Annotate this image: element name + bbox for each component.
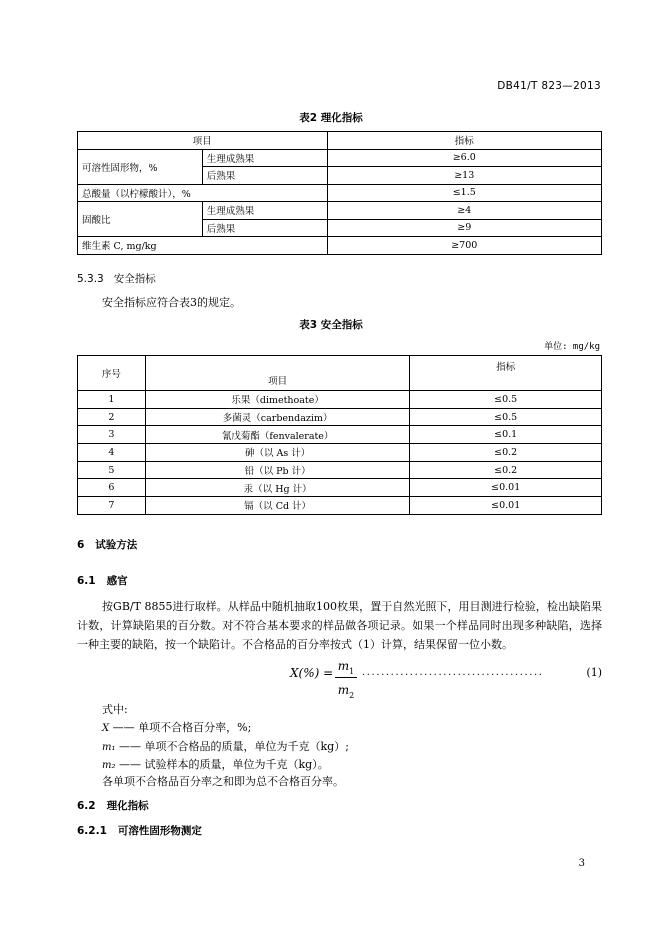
page-number: 3 xyxy=(578,858,585,869)
where-item xyxy=(102,737,349,757)
table-cell: ≥13 xyxy=(327,167,601,185)
table-cell: 7 xyxy=(78,497,146,515)
table2 xyxy=(77,131,602,255)
table-cell: 氰戊菊酯（fenvalerate） xyxy=(145,426,410,444)
table-row xyxy=(78,149,602,167)
section-6-1-paragraph: 按GB/T 8855进行取样。从样品中随机抽取100枚果，置于自然光照下，用目测进行检验，检出缺陷果计数，计算缺陷果的百分数。对不符合基本要求的样品做各项记录。如果一个样品同时出现多种缺陷，选择一种主要的缺陷，按一个缺陷计。不合格品的百分率按式（1）计算，结果保留一位小数。 xyxy=(77,600,602,651)
table3 xyxy=(77,355,602,515)
table-row xyxy=(78,479,602,497)
where-tail: 各单项不合格品百分率之和即为总不合格百分率。 xyxy=(102,775,344,788)
formula-number: (1) xyxy=(586,666,602,679)
table-cell: 4 xyxy=(78,444,146,462)
where-symbol: m₂ xyxy=(102,760,116,771)
table-cell: 后熟果 xyxy=(202,167,327,185)
table-cell: 可溶性固形物，% xyxy=(78,149,203,184)
section-number: 5.3.3 xyxy=(77,273,104,285)
table-cell: 1 xyxy=(78,391,146,409)
section-number: 6 xyxy=(77,539,85,551)
section-title: 感官 xyxy=(106,575,128,587)
table-cell: ≥9 xyxy=(327,219,601,237)
table-cell: ≥700 xyxy=(327,237,601,255)
table-header-item: 项目 xyxy=(78,132,328,150)
section-title: 安全指标 xyxy=(113,273,156,285)
section-title: 理化指标 xyxy=(106,800,149,812)
table-cell: 生理成熟果 xyxy=(202,149,327,167)
formula-dots: ...................................... xyxy=(362,667,544,678)
table-header-index: 指标 xyxy=(327,132,601,150)
table-row xyxy=(78,202,602,220)
section-6-heading xyxy=(77,537,137,552)
table-cell: ≤1.5 xyxy=(327,184,601,202)
table-row xyxy=(78,184,602,202)
where-desc: —— 试验样本的质量，单位为千克（kg）。 xyxy=(119,758,329,771)
table-cell: 镉（以 Cd 计） xyxy=(145,497,410,515)
formula-denominator-sub: 2 xyxy=(349,691,355,701)
standard-code: DB41/T 823—2013 xyxy=(497,80,601,92)
section-title: 可溶性固形物测定 xyxy=(117,825,202,837)
table-cell: ≤0.01 xyxy=(410,497,602,515)
table-cell: 固酸比 xyxy=(78,202,203,237)
table-cell: ≤0.5 xyxy=(410,408,602,426)
table-row xyxy=(78,237,602,255)
table-cell: 总酸量（以柠檬酸计），% xyxy=(78,184,328,202)
where-desc: —— 单项不合格百分率，%; xyxy=(112,721,252,734)
formula-fraction xyxy=(335,655,357,700)
formula-1 xyxy=(290,655,602,701)
table-cell: 汞（以 Hg 计） xyxy=(145,479,410,497)
table-row xyxy=(78,132,602,150)
table-cell: 砷（以 As 计） xyxy=(145,444,410,462)
section-title: 试验方法 xyxy=(95,539,138,551)
table-cell: ≤0.2 xyxy=(410,461,602,479)
table-cell: 乐果（dimethoate） xyxy=(145,391,410,409)
formula-numerator-sub: 1 xyxy=(349,667,355,677)
table-row xyxy=(78,356,602,391)
section-5-3-3-text: 安全指标应符合表3的规定。 xyxy=(102,296,241,309)
table-cell: 多菌灵（carbendazim） xyxy=(145,408,410,426)
table-cell: ≥6.0 xyxy=(327,149,601,167)
table-cell: 2 xyxy=(78,408,146,426)
table3-unit: 单位: mg/kg xyxy=(544,342,600,352)
table-cell: 5 xyxy=(78,461,146,479)
section-6-1-heading xyxy=(77,573,128,588)
table-row xyxy=(78,444,602,462)
section-number: 6.1 xyxy=(77,575,96,587)
formula-lhs: X(%) = xyxy=(290,666,334,680)
table-row xyxy=(78,391,602,409)
table-cell: ≤0.2 xyxy=(410,444,602,462)
table-cell: ≤0.1 xyxy=(410,426,602,444)
table2-caption: 表2 理化指标 xyxy=(299,112,363,124)
table-cell: 后熟果 xyxy=(202,219,327,237)
table3-caption: 表3 安全指标 xyxy=(299,319,363,331)
formula-denominator: m xyxy=(337,683,350,698)
where-desc: —— 单项不合格品的质量，单位为千克（kg）; xyxy=(119,740,349,753)
table-row xyxy=(78,408,602,426)
fraction-bar xyxy=(335,677,357,678)
table-header-no: 序号 xyxy=(78,356,146,391)
section-6-2-1-heading xyxy=(77,823,202,838)
where-intro: 式中: xyxy=(102,703,128,716)
where-symbol: X xyxy=(102,723,110,734)
section-6-2-heading xyxy=(77,798,149,813)
table-cell: ≤0.01 xyxy=(410,479,602,497)
table-cell: 生理成熟果 xyxy=(202,202,327,220)
table-cell: ≤0.5 xyxy=(410,391,602,409)
table-row xyxy=(78,497,602,515)
table-cell: 维生素 C, mg/kg xyxy=(78,237,328,255)
section-5-3-3-heading xyxy=(77,271,156,286)
section-number: 6.2.1 xyxy=(77,825,107,837)
table-cell: 6 xyxy=(78,479,146,497)
formula-numerator: m xyxy=(337,659,350,673)
where-symbol: m₁ xyxy=(102,742,116,753)
table-cell: ≥4 xyxy=(327,202,601,220)
table-cell: 铅（以 Pb 计） xyxy=(145,461,410,479)
table-cell: 3 xyxy=(78,426,146,444)
section-number: 6.2 xyxy=(77,800,96,812)
table-header-index: 指标 xyxy=(410,356,602,391)
table-header-item: 项目 xyxy=(145,356,410,391)
table-row xyxy=(78,426,602,444)
table-row xyxy=(78,461,602,479)
where-item xyxy=(102,718,251,738)
